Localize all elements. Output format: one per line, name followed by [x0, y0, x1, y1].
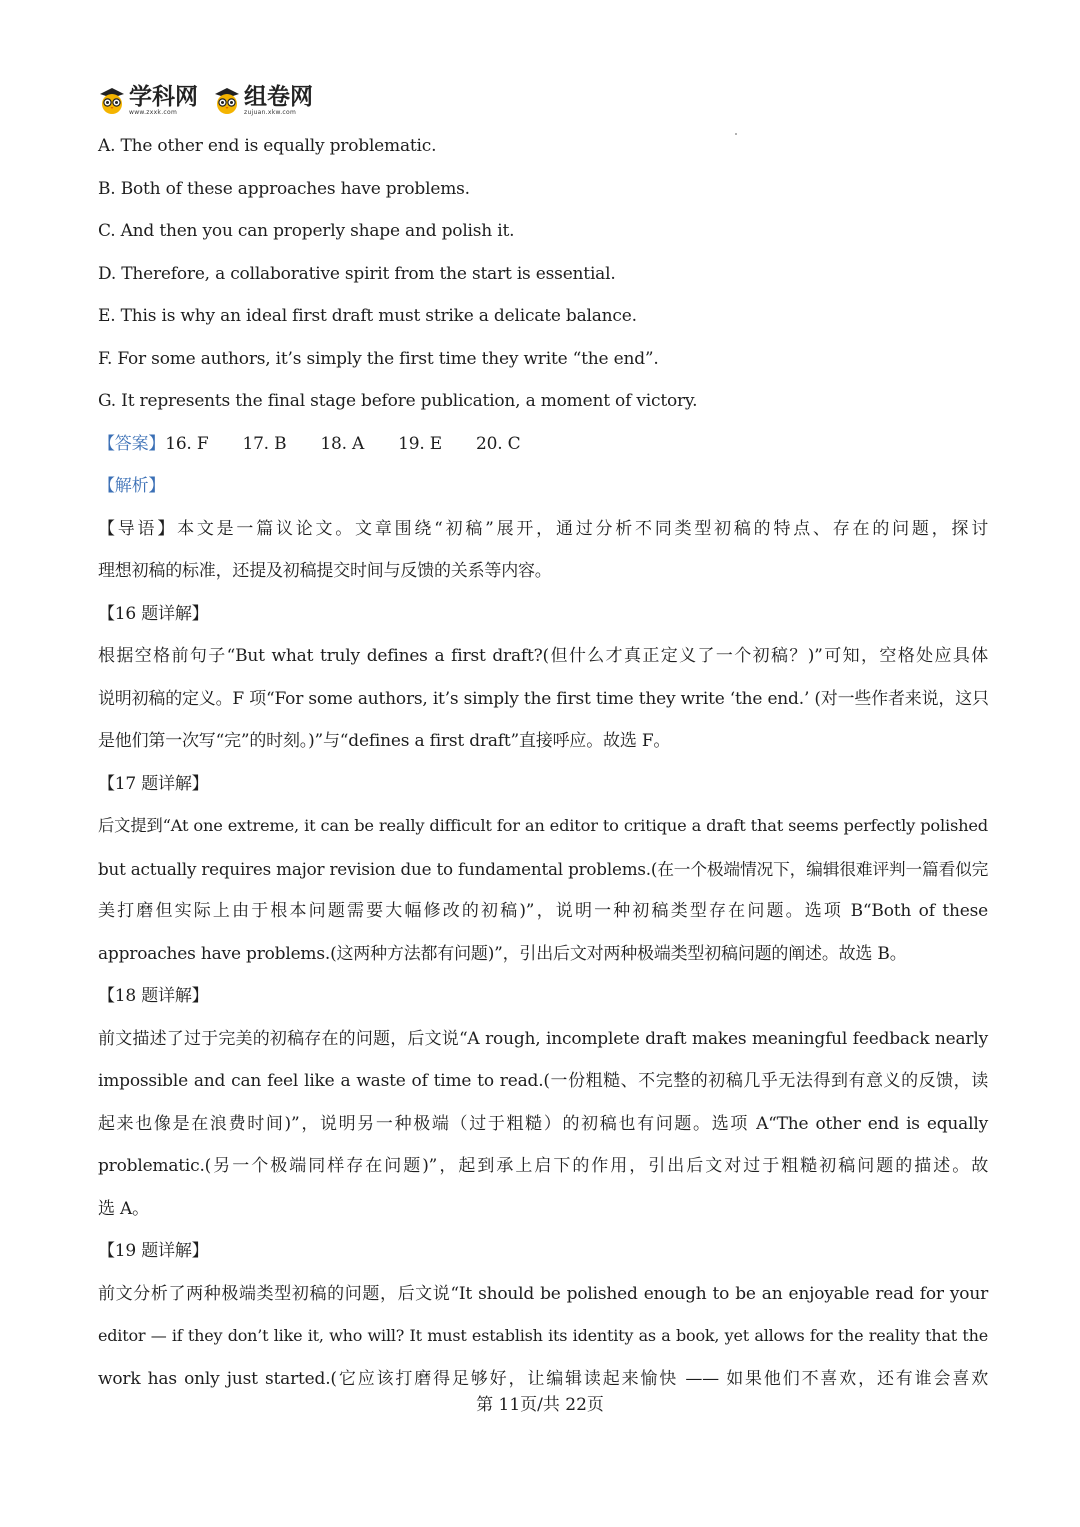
owl-icon: [97, 85, 127, 115]
option-a: A. The other end is equally problematic.: [98, 136, 437, 156]
zujuan-logo-name: 组卷网: [244, 83, 313, 110]
q17-line: but actually requires major revision due to fundamental problems.(在一个极端情况下，编辑很难评判一篇看似完: [98, 858, 989, 879]
intro-line: 【导语】本文是一篇议论文。文章围绕“初稿”展开，通过分析不同类型初稿的特点、存在的问题，探讨: [98, 518, 988, 539]
answer-label: 【答案】: [98, 433, 166, 454]
xueke-logo-url: www.zxxk.com: [129, 108, 178, 116]
q18-line: 选 A。: [98, 1198, 149, 1219]
owl-icon: [212, 85, 242, 115]
option-b: B. Both of these approaches have problems.: [98, 178, 470, 199]
option-c: C. And then you can properly shape and polish it.: [98, 221, 515, 241]
zujuan-logo: [212, 85, 313, 116]
analysis-label: 【解析】: [98, 476, 166, 496]
q18-line: 前文描述了过于完美的初稿存在的问题，后文说“A rough, incomplete draft makes meaningful feedback nearly: [98, 1028, 988, 1049]
q17-line: 后文提到“At one extreme, it can be really difficult for an editor to critique a draft that seems perfectly polished: [98, 816, 988, 835]
q18-heading: 【18 题详解】: [98, 986, 209, 1006]
q16-line: 是他们第一次写“完”的时刻。)”与“defines a first draft”直接呼应。故选 F。: [98, 731, 671, 751]
answer-20: 20. C: [475, 433, 521, 454]
xueke-logo: [97, 85, 198, 116]
q19-heading: 【19 题详解】: [98, 1241, 209, 1261]
site-logo: [97, 80, 327, 120]
q17-line: approaches have problems.(这两种方法都有问题)”，引出后文对两种极端类型初稿问题的阐述。故选 B。: [98, 943, 907, 964]
intro-line: 理想初稿的标准，还提及初稿提交时间与反馈的关系等内容。: [98, 561, 552, 581]
q16-line: 根据空格前句子“But what truly defines a first draft?(但什么才真正定义了一个初稿？)”可知，空格处应具体: [98, 646, 988, 666]
q16-heading: 【16 题详解】: [98, 603, 209, 624]
q17-line: 美打磨但实际上由于根本问题需要大幅修改的初稿)”，说明一种初稿类型存在问题。选项 B“Both of these: [98, 901, 988, 921]
q18-line: problematic.(另一个极端同样存在问题)”，起到承上启下的作用，引出后文对过于粗糙初稿问题的描述。故: [98, 1156, 988, 1176]
zujuan-logo-url: zujuan.xkw.com: [244, 108, 297, 116]
answer-17: 17. B: [242, 433, 287, 454]
answer-row: [98, 423, 988, 466]
page-number: 第 11页/共 22页: [476, 1395, 604, 1415]
option-d: D. Therefore, a collaborative spirit from the start is essential.: [98, 263, 616, 284]
document-body: [98, 125, 988, 1400]
q19-line: work has only just started.(它应该打磨得足够好，让编辑读起来愉快 —— 如果他们不喜欢，还有谁会喜欢: [98, 1368, 988, 1389]
q18-line: impossible and can feel like a waste of time to read.(一份粗糙、不完整的初稿几乎无法得到有意义的反馈，读: [98, 1071, 988, 1091]
option-g: G. It represents the final stage before publication, a moment of victory.: [98, 391, 698, 411]
answer-19: 19. E: [398, 433, 442, 454]
q19-line: editor — if they don’t like it, who will? It must establish its identity as a book, yet allows for the reality that the: [98, 1326, 988, 1345]
option-f: F. For some authors, it’s simply the first time they write “the end”.: [98, 348, 659, 369]
xueke-logo-name: 学科网: [129, 83, 198, 110]
q18-line: 起来也像是在浪费时间)”，说明另一种极端（过于粗糙）的初稿也有问题。选项 A“The other end is equally: [98, 1113, 988, 1134]
q17-heading: 【17 题详解】: [98, 773, 209, 794]
q16-line: 说明初稿的定义。F 项“For some authors, it’s simply the first time they write ‘the end.’ (对一些作者来说，这只: [98, 688, 989, 709]
q19-line: 前文分析了两种极端类型初稿的问题，后文说“It should be polished enough to be an enjoyable read for your: [98, 1283, 988, 1304]
option-e: E. This is why an ideal first draft must strike a delicate balance.: [98, 306, 637, 326]
answer-18: 18. A: [320, 433, 365, 454]
answer-16: 16. F: [165, 433, 209, 454]
